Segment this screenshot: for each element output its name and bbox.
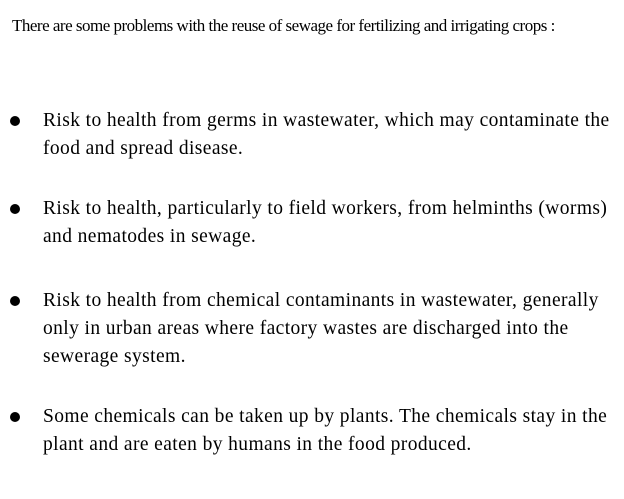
list-item-text: Risk to health, particularly to field workers, from helminths (worms) and nematodes in sewage. <box>43 198 608 247</box>
bullet-dot-icon <box>10 296 20 306</box>
list-item-text: Some chemicals can be taken up by plants. The chemicals stay in the plant and are eaten by humans in the food produced. <box>43 406 608 455</box>
list-item-text: Risk to health from chemical contaminants in wastewater, generally only in urban areas where factory wastes are discharged into the sewerage system. <box>43 290 599 367</box>
bullet-dot-icon <box>10 412 20 422</box>
bullet-dot-icon <box>10 204 20 214</box>
intro-paragraph: There are some problems with the reuse of sewage for fertilizing and irrigating crops : <box>12 16 555 35</box>
list-item-text: Risk to health from germs in wastewater, which may contaminate the food and spread disease. <box>43 110 610 159</box>
bullet-dot-icon <box>10 116 20 126</box>
